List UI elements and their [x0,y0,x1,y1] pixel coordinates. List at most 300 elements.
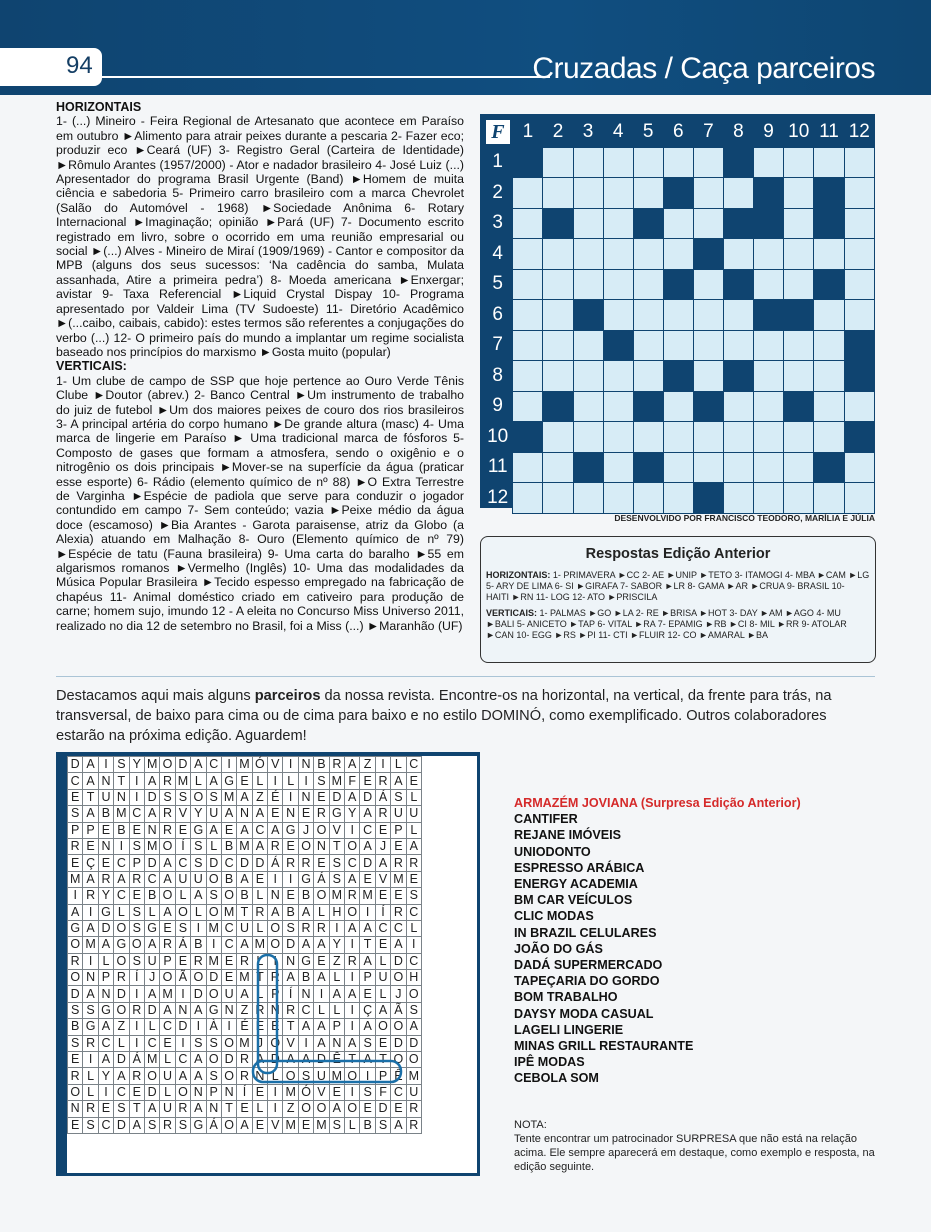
letter-cell[interactable]: H [329,904,344,920]
letter-cell[interactable]: C [375,920,390,936]
letter-cell[interactable]: D [68,757,83,773]
letter-cell[interactable]: A [314,937,329,953]
letter-cell[interactable]: E [283,838,298,854]
letter-cell[interactable]: L [252,986,267,1002]
letter-cell[interactable]: C [98,1117,113,1133]
crossword-cell[interactable] [814,391,844,422]
letter-cell[interactable]: S [375,1117,390,1133]
letter-cell[interactable]: N [175,1002,190,1018]
letter-cell[interactable]: U [144,953,159,969]
crossword-cell[interactable] [814,483,844,514]
letter-cell[interactable]: G [298,871,313,887]
letter-cell[interactable]: I [98,757,113,773]
letter-cell[interactable]: S [175,1117,190,1133]
letter-cell[interactable]: G [298,953,313,969]
letter-cell[interactable]: R [283,855,298,871]
crossword-cell[interactable] [603,147,633,178]
letter-cell[interactable]: O [144,1068,159,1084]
crossword-cell[interactable] [753,239,783,270]
letter-cell[interactable]: I [345,1019,360,1035]
crossword-cell[interactable] [543,361,573,392]
letter-cell[interactable]: R [160,937,175,953]
letter-cell[interactable]: A [345,986,360,1002]
letter-cell[interactable]: T [83,789,98,805]
letter-cell[interactable]: R [237,1052,252,1068]
letter-cell[interactable]: R [314,806,329,822]
letter-cell[interactable]: I [175,986,190,1002]
letter-cell[interactable]: O [345,904,360,920]
letter-cell[interactable]: A [114,1068,129,1084]
letter-cell[interactable]: C [206,757,221,773]
crossword-cell[interactable] [723,391,753,422]
letter-cell[interactable]: D [406,1035,421,1051]
letter-cell[interactable]: A [144,1101,159,1117]
letter-cell[interactable]: E [68,1117,83,1133]
letter-cell[interactable]: G [329,806,344,822]
letter-cell[interactable]: C [160,1019,175,1035]
letter-cell[interactable]: P [129,855,144,871]
letter-cell[interactable]: L [329,1002,344,1018]
letter-cell[interactable]: O [298,838,313,854]
crossword-cell[interactable] [844,269,874,300]
letter-cell[interactable]: N [144,822,159,838]
letter-cell[interactable]: M [175,773,190,789]
letter-cell[interactable]: L [283,773,298,789]
crossword-cell[interactable] [633,422,663,453]
letter-cell[interactable]: N [206,1101,221,1117]
letter-cell[interactable]: S [360,1084,375,1100]
letter-cell[interactable]: N [237,806,252,822]
letter-cell[interactable]: A [360,838,375,854]
letter-cell[interactable]: I [268,871,283,887]
letter-cell[interactable]: D [114,986,129,1002]
letter-cell[interactable]: Y [98,888,113,904]
crossword-cell[interactable] [753,391,783,422]
letter-cell[interactable]: M [221,789,236,805]
crossword-cell[interactable] [513,269,543,300]
letter-cell[interactable]: B [221,838,236,854]
letter-cell[interactable]: Í [283,986,298,1002]
crossword-cell[interactable] [513,391,543,422]
crossword-cell[interactable] [573,239,603,270]
letter-cell[interactable]: A [83,757,98,773]
letter-cell[interactable]: D [175,757,190,773]
letter-cell[interactable]: B [144,888,159,904]
letter-cell[interactable]: E [252,1019,267,1035]
letter-cell[interactable]: A [221,806,236,822]
crossword-cell[interactable] [633,330,663,361]
crossword-cell[interactable] [844,178,874,209]
letter-cell[interactable]: B [298,970,313,986]
crossword-cell[interactable] [633,178,663,209]
letter-cell[interactable]: L [268,1068,283,1084]
crossword-cell[interactable] [784,452,814,483]
crossword-cell[interactable] [814,147,844,178]
letter-cell[interactable]: I [175,1035,190,1051]
letter-cell[interactable]: U [160,1101,175,1117]
letter-cell[interactable]: A [329,1101,344,1117]
crossword-cell[interactable] [573,147,603,178]
letter-cell[interactable]: M [206,953,221,969]
letter-cell[interactable]: O [314,822,329,838]
letter-cell[interactable]: N [98,773,113,789]
crossword-cell[interactable] [633,300,663,331]
crossword-cell[interactable] [573,391,603,422]
letter-cell[interactable]: L [191,904,206,920]
letter-cell[interactable]: G [83,1019,98,1035]
letter-cell[interactable]: A [391,937,406,953]
letter-cell[interactable]: R [314,920,329,936]
letter-cell[interactable]: A [298,904,313,920]
crossword-cell[interactable] [603,361,633,392]
letter-cell[interactable]: E [221,953,236,969]
letter-cell[interactable]: M [237,1035,252,1051]
letter-cell[interactable]: A [237,789,252,805]
letter-cell[interactable]: N [98,838,113,854]
letter-cell[interactable]: A [160,855,175,871]
letter-cell[interactable]: I [283,789,298,805]
letter-cell[interactable]: B [114,822,129,838]
crossword-cell[interactable] [603,422,633,453]
crossword-cell[interactable] [753,422,783,453]
crossword-cell[interactable] [814,330,844,361]
crossword-cell[interactable] [513,178,543,209]
letter-cell[interactable]: J [391,986,406,1002]
letter-cell[interactable]: R [114,970,129,986]
letter-cell[interactable]: D [283,937,298,953]
letter-cell[interactable]: R [406,855,421,871]
crossword-cell[interactable] [573,483,603,514]
letter-cell[interactable]: N [114,789,129,805]
letter-cell[interactable]: L [406,920,421,936]
letter-cell[interactable]: E [360,986,375,1002]
letter-cell[interactable]: O [391,1019,406,1035]
letter-cell[interactable]: O [160,888,175,904]
letter-cell[interactable]: E [175,822,190,838]
letter-cell[interactable]: S [206,1068,221,1084]
letter-cell[interactable]: L [252,773,267,789]
letter-cell[interactable]: D [360,855,375,871]
letter-cell[interactable]: I [314,986,329,1002]
letter-cell[interactable]: O [114,953,129,969]
letter-cell[interactable]: A [144,773,159,789]
letter-cell[interactable]: A [329,986,344,1002]
crossword-cell[interactable] [814,300,844,331]
letter-cell[interactable]: O [68,937,83,953]
letter-cell[interactable]: L [191,773,206,789]
crossword-cell[interactable] [814,361,844,392]
crossword-cell[interactable] [633,483,663,514]
crossword-cell[interactable] [573,208,603,239]
crossword-cell[interactable] [603,300,633,331]
letter-cell[interactable]: R [68,953,83,969]
letter-cell[interactable]: S [68,1002,83,1018]
letter-cell[interactable]: A [237,871,252,887]
letter-cell[interactable]: C [221,920,236,936]
letter-cell[interactable]: T [329,838,344,854]
letter-cell[interactable]: O [221,1117,236,1133]
letter-cell[interactable]: I [98,1084,113,1100]
crossword-cell[interactable] [513,452,543,483]
crossword-cell[interactable] [603,391,633,422]
letter-cell[interactable]: I [68,888,83,904]
letter-cell[interactable]: I [268,953,283,969]
letter-cell[interactable]: O [160,838,175,854]
letter-cell[interactable]: U [175,871,190,887]
crossword-cell[interactable] [663,330,693,361]
letter-cell[interactable]: A [191,757,206,773]
letter-cell[interactable]: S [329,855,344,871]
letter-cell[interactable]: A [298,1019,313,1035]
crossword-cell[interactable] [753,483,783,514]
letter-cell[interactable]: L [114,1035,129,1051]
letter-cell[interactable]: R [160,806,175,822]
letter-cell[interactable]: D [98,920,113,936]
letter-cell[interactable]: R [268,970,283,986]
letter-cell[interactable]: T [129,1101,144,1117]
letter-cell[interactable]: E [314,789,329,805]
letter-cell[interactable]: I [268,1084,283,1100]
letter-cell[interactable]: L [314,904,329,920]
letter-cell[interactable]: Ê [391,1068,406,1084]
letter-cell[interactable]: A [237,986,252,1002]
letter-cell[interactable]: E [175,953,190,969]
letter-cell[interactable]: E [129,888,144,904]
letter-cell[interactable]: S [298,1068,313,1084]
letter-cell[interactable]: S [83,1002,98,1018]
letter-cell[interactable]: V [314,1084,329,1100]
letter-cell[interactable]: J [375,838,390,854]
letter-cell[interactable]: D [114,1117,129,1133]
crossword-cell[interactable] [603,483,633,514]
letter-cell[interactable]: T [114,773,129,789]
letter-cell[interactable]: N [283,953,298,969]
letter-cell[interactable]: U [206,806,221,822]
letter-cell[interactable]: L [391,757,406,773]
letter-cell[interactable]: D [144,1002,159,1018]
letter-cell[interactable]: G [221,773,236,789]
letter-cell[interactable]: O [268,1035,283,1051]
letter-cell[interactable]: B [68,1019,83,1035]
crossword-cell[interactable] [663,239,693,270]
letter-cell[interactable]: P [160,953,175,969]
crossword-cell[interactable] [844,147,874,178]
letter-cell[interactable]: L [252,953,267,969]
crossword-cell[interactable] [543,239,573,270]
letter-cell[interactable]: I [329,920,344,936]
crossword-cell[interactable] [693,330,723,361]
crossword-cell[interactable] [784,483,814,514]
letter-cell[interactable]: S [206,1035,221,1051]
letter-cell[interactable]: R [375,806,390,822]
letter-cell[interactable]: Á [375,789,390,805]
letter-cell[interactable]: C [298,1002,313,1018]
letter-cell[interactable]: F [345,773,360,789]
letter-cell[interactable]: A [237,937,252,953]
letter-cell[interactable]: V [375,871,390,887]
letter-cell[interactable]: A [191,1052,206,1068]
crossword-cell[interactable] [784,330,814,361]
letter-cell[interactable]: N [268,1002,283,1018]
letter-cell[interactable]: L [175,888,190,904]
letter-cell[interactable]: T [375,1052,390,1068]
letter-cell[interactable]: F [375,1084,390,1100]
letter-cell[interactable]: G [283,822,298,838]
letter-cell[interactable]: R [406,1117,421,1133]
letter-cell[interactable]: Z [252,789,267,805]
crossword-cell[interactable] [784,269,814,300]
letter-cell[interactable]: S [68,806,83,822]
letter-cell[interactable]: E [160,1035,175,1051]
letter-cell[interactable]: R [329,757,344,773]
letter-cell[interactable]: E [406,773,421,789]
letter-cell[interactable]: A [83,871,98,887]
letter-cell[interactable]: B [221,871,236,887]
letter-cell[interactable]: A [345,871,360,887]
crossword-cell[interactable] [784,361,814,392]
crossword-cell[interactable] [753,147,783,178]
crossword-cell[interactable] [603,239,633,270]
letter-cell[interactable]: N [83,970,98,986]
letter-cell[interactable]: M [283,1117,298,1133]
letter-cell[interactable]: R [83,1101,98,1117]
letter-cell[interactable]: C [98,1035,113,1051]
letter-cell[interactable]: D [360,789,375,805]
letter-cell[interactable]: L [83,1084,98,1100]
letter-cell[interactable]: G [206,1002,221,1018]
letter-cell[interactable]: R [160,773,175,789]
letter-cell[interactable]: G [98,1002,113,1018]
letter-cell[interactable]: J [252,1035,267,1051]
letter-cell[interactable]: O [206,1052,221,1068]
letter-cell[interactable]: N [298,757,313,773]
letter-cell[interactable]: O [160,970,175,986]
letter-cell[interactable]: P [68,822,83,838]
letter-cell[interactable]: I [191,1019,206,1035]
letter-cell[interactable]: I [375,757,390,773]
letter-cell[interactable]: D [144,1084,159,1100]
letter-cell[interactable]: S [175,789,190,805]
crossword-cell[interactable] [693,208,723,239]
letter-cell[interactable]: M [237,970,252,986]
letter-cell[interactable]: D [144,855,159,871]
crossword-cell[interactable] [603,208,633,239]
letter-cell[interactable]: S [391,789,406,805]
letter-cell[interactable]: N [191,1084,206,1100]
letter-cell[interactable]: A [391,773,406,789]
crossword-cell[interactable] [513,361,543,392]
letter-cell[interactable]: A [360,806,375,822]
letter-cell[interactable]: L [314,1002,329,1018]
letter-cell[interactable]: R [252,1002,267,1018]
letter-cell[interactable]: Z [329,953,344,969]
letter-cell[interactable]: B [314,757,329,773]
letter-cell[interactable]: D [144,789,159,805]
letter-cell[interactable]: I [114,838,129,854]
letter-cell[interactable]: N [98,986,113,1002]
letter-cell[interactable]: V [329,822,344,838]
crossword-cell[interactable] [844,483,874,514]
letter-cell[interactable]: O [221,888,236,904]
letter-cell[interactable]: E [221,970,236,986]
letter-cell[interactable]: S [406,1002,421,1018]
letter-cell[interactable]: R [98,871,113,887]
letter-cell[interactable]: A [237,1117,252,1133]
letter-cell[interactable]: A [144,986,159,1002]
letter-cell[interactable]: M [314,1117,329,1133]
letter-cell[interactable]: E [221,822,236,838]
letter-cell[interactable]: A [83,806,98,822]
letter-cell[interactable]: É [237,1019,252,1035]
letter-cell[interactable]: D [375,1101,390,1117]
letter-cell[interactable]: B [191,937,206,953]
letter-cell[interactable]: S [191,855,206,871]
letter-cell[interactable]: O [314,1101,329,1117]
letter-cell[interactable]: A [160,904,175,920]
letter-cell[interactable]: R [375,773,390,789]
letter-cell[interactable]: A [252,806,267,822]
letter-cell[interactable]: Y [345,806,360,822]
letter-cell[interactable]: T [221,1101,236,1117]
letter-cell[interactable]: O [268,937,283,953]
letter-cell[interactable]: S [129,953,144,969]
letter-cell[interactable]: Í [237,1084,252,1100]
letter-cell[interactable]: C [360,822,375,838]
letter-cell[interactable]: L [375,953,390,969]
crossword-cell[interactable] [844,391,874,422]
crossword-cell[interactable] [543,269,573,300]
letter-cell[interactable]: Y [129,757,144,773]
letter-cell[interactable]: M [206,920,221,936]
letter-cell[interactable]: Ç [83,855,98,871]
letter-cell[interactable]: Z [360,757,375,773]
letter-cell[interactable]: L [252,888,267,904]
letter-cell[interactable]: I [129,1035,144,1051]
crossword-cell[interactable] [693,422,723,453]
letter-cell[interactable]: A [345,1035,360,1051]
letter-cell[interactable]: Z [114,1019,129,1035]
letter-cell[interactable]: R [237,1068,252,1084]
letter-cell[interactable]: E [375,822,390,838]
letter-cell[interactable]: E [129,822,144,838]
crossword-cell[interactable] [784,239,814,270]
letter-cell[interactable]: V [268,1117,283,1133]
letter-cell[interactable]: D [175,1019,190,1035]
letter-cell[interactable]: R [160,1117,175,1133]
letter-cell[interactable]: O [191,970,206,986]
letter-cell[interactable]: N [268,888,283,904]
letter-cell[interactable]: U [191,871,206,887]
crossword-cell[interactable] [663,483,693,514]
letter-cell[interactable]: M [406,1068,421,1084]
letter-cell[interactable]: N [298,986,313,1002]
letter-cell[interactable]: U [221,986,236,1002]
letter-cell[interactable]: A [129,1117,144,1133]
letter-cell[interactable]: M [237,757,252,773]
letter-cell[interactable]: R [345,888,360,904]
letter-cell[interactable]: N [314,838,329,854]
crossword-cell[interactable] [844,452,874,483]
letter-cell[interactable]: Á [268,855,283,871]
crossword-cell[interactable] [723,483,753,514]
letter-cell[interactable]: E [129,1084,144,1100]
letter-cell[interactable]: G [114,937,129,953]
letter-cell[interactable]: E [268,806,283,822]
letter-cell[interactable]: S [68,1035,83,1051]
letter-cell[interactable]: B [283,904,298,920]
crossword-cell[interactable] [663,147,693,178]
letter-cell[interactable]: E [391,888,406,904]
